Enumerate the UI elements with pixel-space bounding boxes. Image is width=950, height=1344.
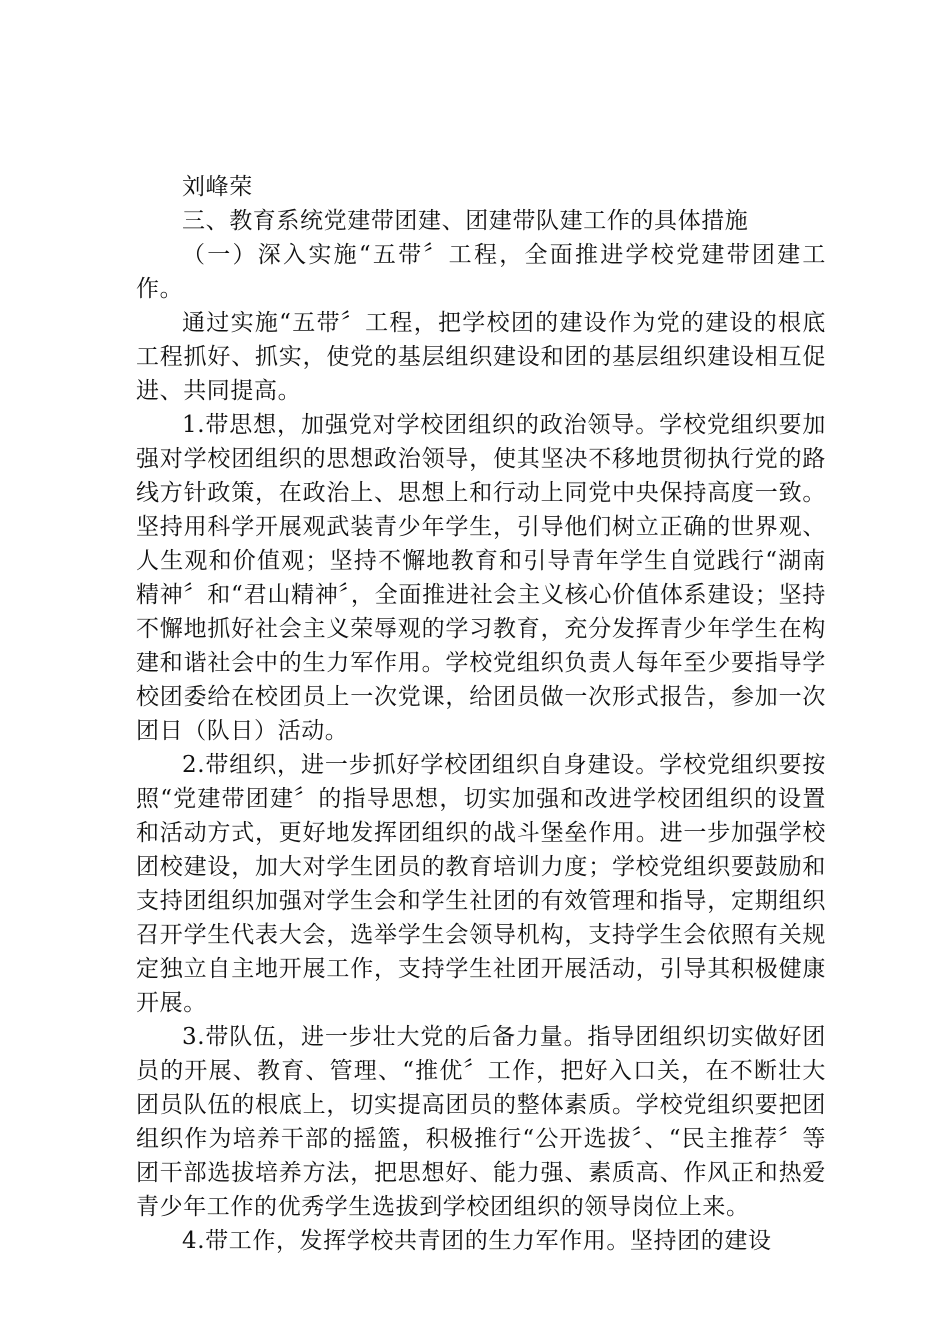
paragraph-intro: 通过实施“五带〞工程，把学校团的建设作为党的建设的根底工程抓好、抓实，使党的基层组织建设和团的基层组织建设相互促进、共同提高。 bbox=[136, 310, 826, 404]
subsection-title: （一）深入实施“五带〞工程，全面推进学校党建带团建工作。 bbox=[136, 242, 826, 302]
paragraph-item-2: 2.带组织，进一步抓好学校团组织自身建设。学校党组织要按照“党建带团建〞的指导思想，切实加强和改进学校团组织的设置和活动方式，更好地发挥团组织的战斗堡垒作用。进一步加强学校团校建设，加大对学生团员的教育培训力度；学校党组织要鼓励和支持团组织加强对学生会和学生社团的有效管理和指导，定期组织召开学生代表大会，选举学生会领导机构，支持学生会依照有关规定独立自主地开展工作，支持学生社团开展活动，引导其积极健康开展。 bbox=[136, 752, 826, 1016]
paragraph-item-3: 3.带队伍，进一步壮大党的后备力量。指导团组织切实做好团员的开展、教育、管理、“推优〞工作，把好入口关，在不断壮大团员队伍的根底上，切实提高团员的整体素质。学校党组织要把团组织作为培养干部的摇篮，积极推行“公开选拔〞、“民主推荐〞等团干部选拔培养方法，把思想好、能力强、素质高、作风正和热爱青少年工作的优秀学生选拔到学校团组织的领导岗位上来。 bbox=[136, 1024, 826, 1220]
paragraph-item-4: 4.带工作，发挥学校共青团的生力军作用。坚持团的建设 bbox=[182, 1228, 772, 1254]
section-title: 三、教育系统党建带团建、团建带队建工作的具体措施 bbox=[182, 208, 749, 234]
document-page bbox=[136, 170, 826, 1258]
paragraph-item-1: 1.带思想，加强党对学校团组织的政治领导。学校党组织要加强对学校团组织的思想政治领导，使其坚决不移地贯彻执行党的路线方针政策，在政治上、思想上和行动上同党中央保持高度一致。坚持用科学开展观武装青少年学生，引导他们树立正确的世界观、人生观和价值观；坚持不懈地教育和引导青年学生自觉践行“湖南精神〞和“君山精神〞，全面推进社会主义核心价值体系建设；坚持不懈地抓好社会主义荣辱观的学习教育，充分发挥青少年学生在构建和谐社会中的生力军作用。学校党组织负责人每年至少要指导学校团委给在校团员上一次党课，给团员做一次形式报告，参加一次团日（队日）活动。 bbox=[136, 412, 826, 744]
author-name: 刘峰荣 bbox=[182, 174, 253, 200]
